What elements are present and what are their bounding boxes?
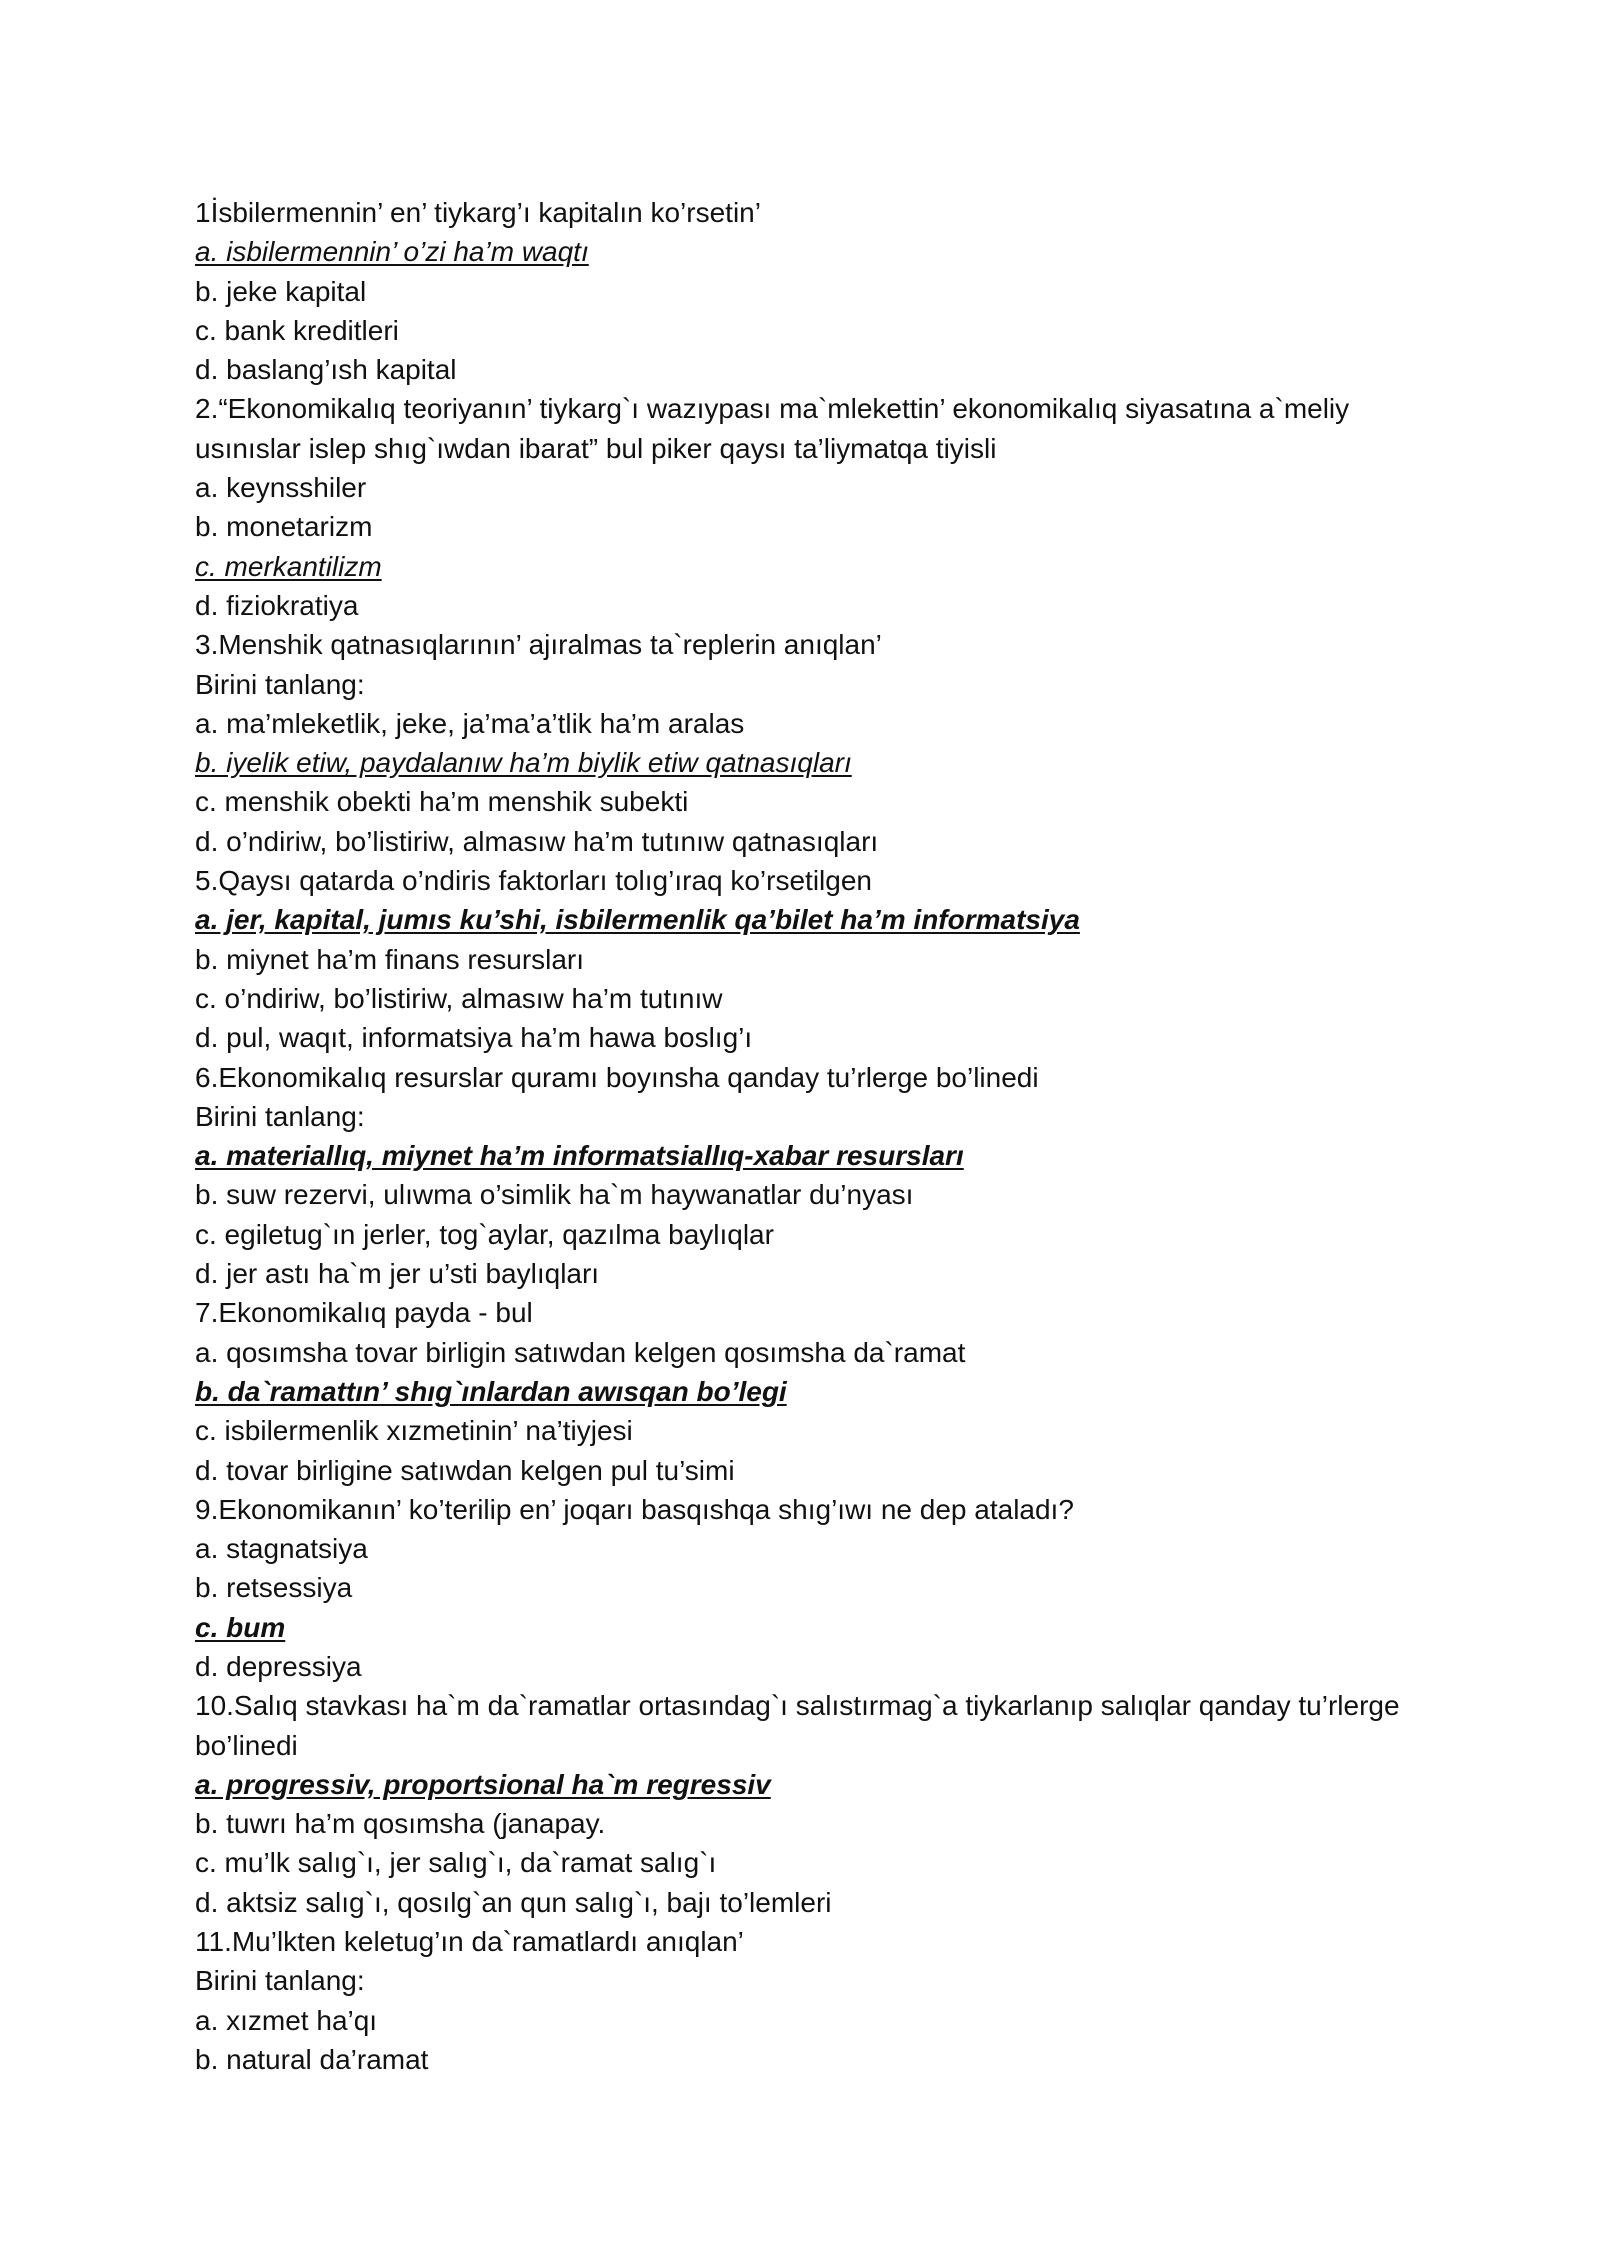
quiz-content [195, 193, 1425, 2079]
answer-option [195, 1411, 1425, 1450]
correct-answer-option-label: a. progressiv, proportsional ha`m regressiv [195, 1768, 771, 1800]
instruction-text-label: Birini tanlang: [195, 1100, 365, 1132]
answer-option [195, 1254, 1425, 1293]
correct-answer-option-label: c. bum [195, 1611, 286, 1643]
question-text [195, 389, 1425, 468]
question-text-label: 3.Menshik qatnasıqlarının’ ajıralmas ta`replerin anıqlan’ [195, 629, 882, 661]
question-text [195, 1058, 1425, 1097]
answer-option [195, 350, 1425, 389]
answer-option [195, 822, 1425, 861]
question-text [195, 1686, 1425, 1765]
question-text-label: 9.Ekonomikanın’ ko’terilip en’ joqarı basqıshqa shıg’ıwı ne dep ataladı? [195, 1493, 1074, 1525]
instruction-text [195, 665, 1425, 704]
answer-option [195, 2001, 1425, 2040]
answer-option-label: a. stagnatsiya [195, 1533, 368, 1565]
answer-option-label: a. xızmet ha’qı [195, 2004, 378, 2036]
question-text [195, 1293, 1425, 1332]
correct-answer-option-label: b. da`ramattın’ shıg`ınlardan awısqan bo’legi [195, 1375, 787, 1407]
answer-option [195, 1647, 1425, 1686]
question-text [195, 1922, 1425, 1961]
question-text-label: 6.Ekonomikalıq resurslar quramı boyınsha qanday tu’rlerge bo’linedi [195, 1061, 1039, 1093]
correct-answer-option [195, 1608, 1425, 1647]
answer-option [195, 782, 1425, 821]
instruction-text [195, 1961, 1425, 2000]
answer-option [195, 940, 1425, 979]
answer-option [195, 979, 1425, 1018]
answer-option-label: a. keynsshiler [195, 472, 367, 504]
answer-option-label: b. jeke kapital [195, 275, 367, 307]
answer-option-label: c. menshik obekti ha’m menshik subekti [195, 786, 689, 818]
correct-answer-option [195, 1765, 1425, 1804]
answer-option-label: b. miynet ha’m finans resursları [195, 943, 585, 975]
answer-option-label: b. suw rezervi, ulıwma o’simlik ha`m haywanatlar du’nyası [195, 1179, 914, 1211]
question-text [195, 625, 1425, 664]
answer-option-label: d. depressiya [195, 1650, 362, 1682]
question-text-label: 1İsbilermennin’ en’ tiykarg’ı kapitalın ko’rsetin’ [195, 197, 761, 228]
correct-answer-option [195, 1136, 1425, 1175]
answer-option [195, 468, 1425, 507]
answer-option-label: c. o’ndiriw, bo’listiriw, almasıw ha’m tutınıw [195, 982, 723, 1014]
answer-option [195, 1451, 1425, 1490]
answer-option-label: b. natural da’ramat [195, 2043, 429, 2075]
answer-option-label: d. o’ndiriw, bo’listiriw, almasıw ha’m tutınıw qatnasıqları [195, 825, 879, 857]
correct-answer-option-label: a. materiallıq, miynet ha’m informatsiallıq-xabar resursları [195, 1140, 964, 1172]
answer-option [195, 1018, 1425, 1057]
answer-option-label: b. retsessiya [195, 1572, 353, 1604]
answer-option-label: d. fiziokratiya [195, 589, 359, 621]
question-text-label: 10.Salıq stavkası ha`m da`ramatlar ortasındag`ı salıstırmag`a tiykarlanıp salıqlar qanday tu’rlerge bo’linedi [195, 1690, 1400, 1761]
instruction-text [195, 1097, 1425, 1136]
correct-answer-option [195, 743, 1425, 782]
answer-option [195, 507, 1425, 546]
answer-option [195, 704, 1425, 743]
correct-answer-option [195, 900, 1425, 939]
answer-option-label: c. bank kreditleri [195, 314, 399, 346]
instruction-text-label: Birini tanlang: [195, 1965, 365, 1997]
answer-option-label: d. jer astı ha`m jer u’sti baylıqları [195, 1258, 600, 1290]
answer-option-label: a. ma’mleketlik, jeke, ja’ma’a’tlik ha’m aralas [195, 707, 745, 739]
correct-answer-option [195, 1372, 1425, 1411]
question-text-label: 5.Qaysı qatarda o’ndiris faktorları tolıg’ıraq ko’rsetilgen [195, 865, 872, 897]
answer-option-label: c. egiletug`ın jerler, tog`aylar, qazılma baylıqlar [195, 1218, 774, 1250]
correct-answer-option-label: b. iyelik etiw, paydalanıw ha’m biylik etiw qatnasıqları [195, 747, 852, 779]
answer-option [195, 1529, 1425, 1568]
answer-option-label: b. monetarizm [195, 511, 373, 543]
question-text-label: 11.Mu’lkten keletug’ın da`ramatlardı anıqlan’ [195, 1926, 744, 1958]
correct-answer-option-label: c. merkantilizm [195, 550, 382, 582]
answer-option [195, 1843, 1425, 1882]
question-text-label: 7.Ekonomikalıq payda - bul [195, 1297, 533, 1329]
answer-option [195, 2040, 1425, 2079]
instruction-text-label: Birini tanlang: [195, 668, 365, 700]
answer-option-label: d. pul, waqıt, informatsiya ha’m hawa boslıg’ı [195, 1022, 753, 1054]
answer-option-label: c. isbilermenlik xızmetinin’ na’tiyjesi [195, 1415, 633, 1447]
answer-option [195, 1175, 1425, 1214]
answer-option-label: d. tovar birligine satıwdan kelgen pul tu’simi [195, 1454, 735, 1486]
question-text [195, 861, 1425, 900]
answer-option-label: a. qosımsha tovar birligin satıwdan kelgen qosımsha da`ramat [195, 1336, 966, 1368]
answer-option [195, 1883, 1425, 1922]
answer-option-label: c. mu’lk salıg`ı, jer salıg`ı, da`ramat salıg`ı [195, 1847, 717, 1879]
answer-option [195, 586, 1425, 625]
answer-option [195, 1215, 1425, 1254]
correct-answer-option [195, 232, 1425, 271]
question-text [195, 1490, 1425, 1529]
correct-answer-option-label: a. isbilermennin’ o’zi ha’m waqtı [195, 236, 589, 268]
answer-option-label: d. baslang’ısh kapital [195, 354, 457, 386]
question-text [195, 193, 1425, 232]
answer-option-label: b. tuwrı ha’m qosımsha (janapay. [195, 1808, 606, 1840]
question-text-label: 2.“Ekonomikalıq teoriyanın’ tiykarg`ı wazıypası ma`mlekettin’ ekonomikalıq siyasatına a`meliy usınıslar islep shıg`ıwdan ibarat” bul piker qaysı ta’liymatqa tiyisli [195, 393, 1350, 464]
correct-answer-option-label: a. jer, kapital, jumıs ku’shi, isbilermenlik qa’bilet ha’m informatsiya [195, 904, 1080, 936]
correct-answer-option [195, 547, 1425, 586]
answer-option [195, 272, 1425, 311]
answer-option-label: d. aktsiz salıg`ı, qosılg`an qun salıg`ı, bajı to’lemleri [195, 1886, 832, 1918]
answer-option [195, 1804, 1425, 1843]
answer-option [195, 311, 1425, 350]
answer-option [195, 1333, 1425, 1372]
answer-option [195, 1568, 1425, 1607]
